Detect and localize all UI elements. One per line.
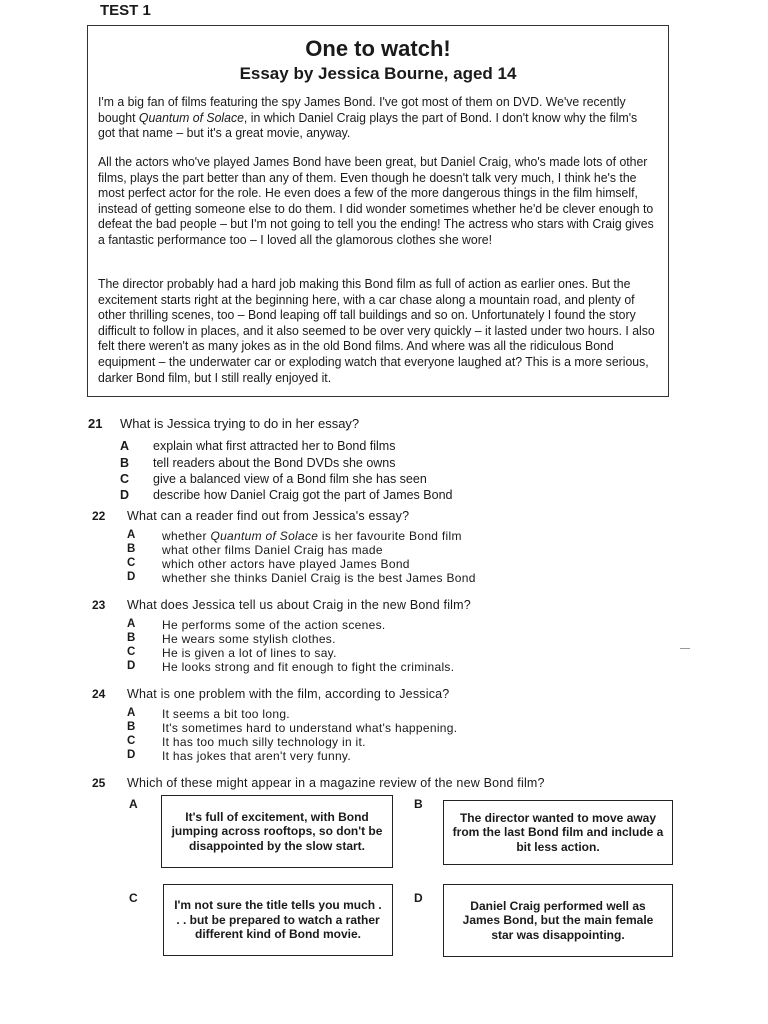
option-text[interactable]: whether Quantum of Solace is her favourite Bond film bbox=[162, 529, 462, 543]
option-text[interactable]: what other films Daniel Craig has made bbox=[162, 543, 383, 557]
question-number: 23 bbox=[92, 598, 106, 612]
option-letter[interactable]: C bbox=[120, 472, 130, 486]
option-text[interactable]: explain what first attracted her to Bond films bbox=[153, 439, 396, 453]
scan-mark bbox=[680, 648, 690, 649]
option-text[interactable]: It's sometimes hard to understand what's happening. bbox=[162, 721, 458, 735]
essay-paragraph-2: All the actors who've played James Bond have been great, but Daniel Craig, who's made lots of other films, plays the part better than any of them. Even though he doesn't talk very much, I think he's the most perfect actor for the role. He even does a few of the more dangerous things in the film himself, instead of getting someone else to do them. I did wonder sometimes whether he'd be clever enough to defeat the bad people – but I'm not going to tell you the ending! The actress who stars with Craig gives a fantastic performance too – I loved all the glamorous clothes she wore! bbox=[98, 154, 654, 247]
question-text: What does Jessica tell us about Craig in the new Bond film? bbox=[127, 598, 471, 612]
option-letter[interactable]: C bbox=[129, 891, 138, 905]
option-letter[interactable]: D bbox=[120, 488, 130, 502]
option-letter[interactable]: A bbox=[129, 797, 138, 811]
essay-title: One to watch! bbox=[305, 36, 451, 61]
option-text[interactable]: whether she thinks Daniel Craig is the best James Bond bbox=[162, 571, 476, 585]
option-letter[interactable]: A bbox=[127, 707, 136, 719]
option-text[interactable]: He is given a lot of lines to say. bbox=[162, 646, 337, 660]
option-text[interactable]: describe how Daniel Craig got the part of James Bond bbox=[153, 488, 453, 502]
essay-paragraph-1: I'm a big fan of films featuring the spy James Bond. I've got most of them on DVD. We've recently bought Quantum of Solace, in which Daniel Craig plays the part of Bond. I don't know why the film's got that name – but it's a great movie, anyway. bbox=[98, 94, 638, 141]
review-option-d[interactable]: Daniel Craig performed well as James Bond, but the main female star was disappointing. bbox=[443, 884, 673, 957]
option-text[interactable]: It has too much silly technology in it. bbox=[162, 735, 366, 749]
question-text: What is Jessica trying to do in her essay? bbox=[120, 416, 360, 431]
question-text: Which of these might appear in a magazine review of the new Bond film? bbox=[127, 776, 545, 790]
film-title: Quantum of Solace bbox=[138, 109, 244, 125]
question-text: What is one problem with the film, according to Jessica? bbox=[127, 687, 450, 701]
option-letter[interactable]: C bbox=[127, 646, 136, 658]
option-text[interactable]: It has jokes that aren't very funny. bbox=[162, 749, 351, 763]
question-number: 21 bbox=[88, 416, 103, 431]
option-letter[interactable]: C bbox=[127, 557, 136, 569]
option-letter[interactable]: D bbox=[414, 891, 423, 905]
review-option-a[interactable]: It's full of excitement, with Bond jumping across rooftops, so don't be disappointed by the slow start. bbox=[161, 795, 393, 868]
review-option-c[interactable]: I'm not sure the title tells you much . . . but be prepared to watch a rather different kind of Bond movie. bbox=[163, 884, 393, 956]
option-letter[interactable]: B bbox=[127, 543, 136, 555]
option-letter[interactable]: C bbox=[127, 735, 136, 747]
option-text[interactable]: He performs some of the action scenes. bbox=[162, 618, 386, 632]
film-title: Quantum of Solace bbox=[210, 529, 319, 543]
question-text: What can a reader find out from Jessica's essay? bbox=[127, 509, 410, 523]
option-text[interactable]: give a balanced view of a Bond film she has seen bbox=[153, 472, 427, 486]
option-text[interactable]: tell readers about the Bond DVDs she owns bbox=[153, 456, 396, 470]
option-letter[interactable]: B bbox=[120, 456, 130, 470]
essay-subtitle: Essay by Jessica Bourne, aged 14 bbox=[239, 64, 517, 83]
test-label: TEST 1 bbox=[100, 2, 151, 19]
option-letter[interactable]: A bbox=[127, 618, 136, 630]
option-letter[interactable]: B bbox=[127, 721, 136, 733]
option-letter[interactable]: D bbox=[127, 749, 136, 761]
option-text[interactable]: He looks strong and fit enough to fight the criminals. bbox=[162, 660, 455, 674]
option-letter[interactable]: D bbox=[127, 660, 136, 672]
question-number: 25 bbox=[92, 776, 106, 790]
option-text[interactable]: which other actors have played James Bond bbox=[162, 557, 410, 571]
essay-box bbox=[87, 25, 669, 397]
option-letter[interactable]: B bbox=[414, 797, 423, 811]
review-option-b[interactable]: The director wanted to move away from the last Bond film and include a bit less action. bbox=[443, 800, 673, 865]
option-text[interactable]: It seems a bit too long. bbox=[162, 707, 290, 721]
option-letter[interactable]: A bbox=[120, 439, 130, 453]
essay-paragraph-3: The director probably had a hard job making this Bond film as full of action as earlier ones. But the excitement starts right at the beginning here, with a car chase along a mountain road, and plenty of other thrilling scenes, too – Bond leaping off tall buildings and so on. Unfortunately I found the story difficult to follow in places, and it also seemed to be over very quickly – it lasted under two hours. I also felt there weren't as many jokes as in the old Bond films. And where was all the ridiculous Bond equipment – the underwater car or exploding watch that everyone laughed at? This is a more serious, darker Bond film, but I still really enjoyed it. bbox=[98, 276, 655, 385]
option-letter[interactable]: A bbox=[127, 529, 136, 541]
question-number: 24 bbox=[92, 687, 106, 701]
question-number: 22 bbox=[92, 509, 106, 523]
option-letter[interactable]: D bbox=[127, 571, 136, 583]
option-text[interactable]: He wears some stylish clothes. bbox=[162, 632, 336, 646]
option-letter[interactable]: B bbox=[127, 632, 136, 644]
